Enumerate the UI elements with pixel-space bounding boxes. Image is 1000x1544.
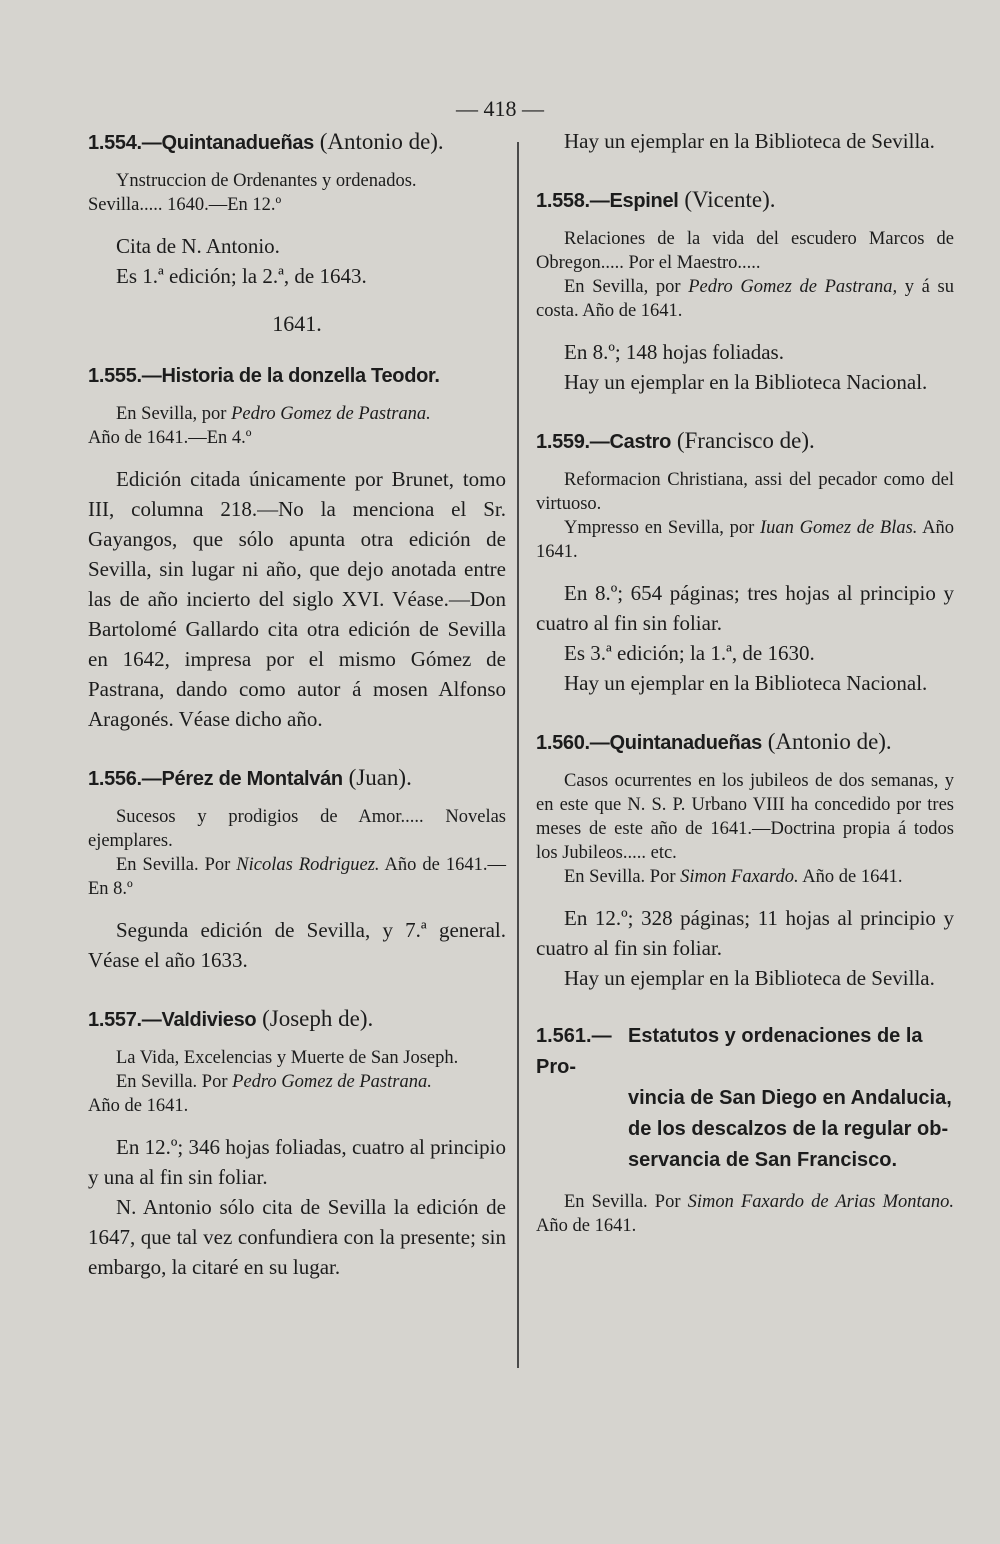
right-column xyxy=(536,126,954,1238)
entry-note: En 8.º; 654 páginas; tres hojas al principio y cuatro al fin sin foliar. xyxy=(536,581,954,635)
continued-note: Hay un ejemplar en la Biblioteca de Sevilla. xyxy=(564,129,935,153)
entry-title: Ynstruccion de Ordenantes y ordenados. xyxy=(116,171,417,191)
entry-imprint-2: Año de 1641.—En 4.º xyxy=(88,428,252,448)
entry-note: En 12.º; 328 páginas; 11 hojas al principio y cuatro al fin sin foliar. xyxy=(536,906,954,960)
entry-imprint-2: Año de 1641. xyxy=(88,1096,189,1116)
entry-title: Relaciones de la vida del escudero Marcos de Obregon..... Por el Maestro..... xyxy=(536,229,954,273)
entry-imprint: En Sevilla, por Pedro Gomez de Pastrana, y á su costa. Año de 1641. xyxy=(536,277,954,321)
entry-note: Es 1.ª edición; la 2.ª, de 1643. xyxy=(116,264,367,288)
entry-1555 xyxy=(88,359,506,734)
entry-heading: 1.558.—Espinel (Vicente). xyxy=(536,187,776,212)
entry-title: Sucesos y prodigios de Amor..... Novelas ejemplares. xyxy=(88,807,506,851)
entry-1559 xyxy=(536,425,954,698)
entry-note: Cita de N. Antonio. xyxy=(116,234,280,258)
entry-imprint: Ympresso en Sevilla, por Iuan Gomez de Blas. Año 1641. xyxy=(536,518,954,562)
entry-imprint: En Sevilla. Por Simon Faxardo. Año de 1641. xyxy=(564,867,903,887)
entry-title: Reformacion Christiana, assi del pecador como del virtuoso. xyxy=(536,470,954,514)
entry-1554 xyxy=(88,126,506,291)
entry-title: La Vida, Excelencias y Muerte de San Joseph. xyxy=(116,1048,459,1068)
column-rule xyxy=(517,142,519,1368)
entry-heading: 1.556.—Pérez de Montalván (Juan). xyxy=(88,765,412,790)
entry-note: Edición citada únicamente por Brunet, tomo III, columna 218.—No la menciona el Sr. Gayangos, que sólo apunta otra edición de Sevilla, sin lugar ni año, que dejo anotada entre las de año incierto del siglo XVI. Véase.—Don Bartolomé Gallardo cita otra edición de Sevilla en 1642, impresa por el mismo Gómez de Pastrana, dando como autor á mosen Alfonso Aragonés. Véase dicho año. xyxy=(88,467,506,731)
entry-title: Casos ocurrentes en los jubileos de dos semanas, y en este que N. S. P. Urbano VIII ha concedido por tres meses de este año de 1641.—Doctrina propia á todos los Jubileos..... etc. xyxy=(536,771,954,863)
entry-note: Segunda edición de Sevilla, y 7.ª general. Véase el año 1633. xyxy=(88,918,506,972)
entry-imprint: En Sevilla. Por Nicolas Rodriguez. Año de 1641.—En 8.º xyxy=(88,855,506,899)
entry-note: Es 3.ª edición; la 1.ª, de 1630. xyxy=(564,641,815,665)
entry-imprint: Sevilla..... 1640.—En 12.º xyxy=(88,195,282,215)
entry-note: En 8.º; 148 hojas foliadas. xyxy=(564,340,784,364)
entry-note: N. Antonio sólo cita de Sevilla la edición de 1647, que tal vez confundiera con la presente; sin embargo, la citaré en su lugar. xyxy=(88,1195,506,1279)
entry-heading: 1.560.—Quintanadueñas (Antonio de). xyxy=(536,729,892,754)
left-column xyxy=(88,126,506,1282)
entry-heading: 1.559.—Castro (Francisco de). xyxy=(536,428,815,453)
entry-heading: 1.555.—Historia de la donzella Teodor. xyxy=(88,365,440,387)
page-number: — 418 — xyxy=(456,96,544,121)
entry-imprint: En Sevilla, por Pedro Gomez de Pastrana. xyxy=(116,404,431,424)
entry-imprint: En Sevilla. Por Pedro Gomez de Pastrana. xyxy=(116,1072,432,1092)
entry-note: Hay un ejemplar en la Biblioteca Nacional. xyxy=(564,370,928,394)
entry-1560 xyxy=(536,726,954,993)
entry-1558 xyxy=(536,184,954,397)
entry-1557 xyxy=(88,1003,506,1282)
entry-note: Hay un ejemplar en la Biblioteca Nacional. xyxy=(564,671,928,695)
entry-note: En 12.º; 346 hojas foliadas, cuatro al principio y una al fin sin foliar. xyxy=(88,1135,506,1189)
entry-heading: 1.561.— Estatutos y ordenaciones de la Pro- vincia de San Diego en Andalucia, de los descalzos de la regular ob- servancia de San Francisco. xyxy=(536,1025,952,1171)
entry-heading: 1.557.—Valdivieso (Joseph de). xyxy=(88,1006,374,1031)
entry-imprint: En Sevilla. Por Simon Faxardo de Arias Montano. Año de 1641. xyxy=(536,1192,954,1236)
entry-note: Hay un ejemplar en la Biblioteca de Sevilla. xyxy=(564,966,935,990)
entry-1561 xyxy=(536,1021,954,1238)
entry-heading: 1.554.—Quintanadueñas (Antonio de). xyxy=(88,129,444,154)
entry-1556 xyxy=(88,762,506,975)
year-heading: 1641. xyxy=(272,311,322,336)
